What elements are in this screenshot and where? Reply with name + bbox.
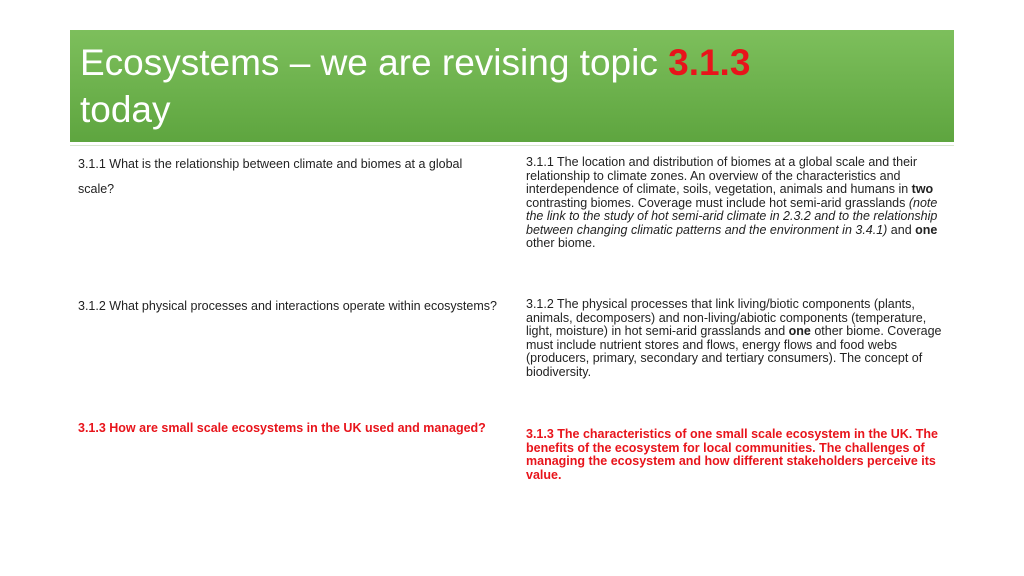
spec-text: 3.1.1 The location and distribution of biomes at a global scale and their relationship to climate zones. An overview of the characteristics and interdependence of climate, soils, vegetation, animals and humans in [526, 155, 917, 196]
title-end: today [80, 89, 171, 130]
table-row [70, 422, 954, 502]
question-cell: 3.1.1 What is the relationship between climate and biomes at a global scale? [78, 157, 463, 196]
spec-cell [526, 156, 946, 251]
spec-cell [526, 298, 946, 379]
title-main: Ecosystems – we are revising topic [80, 42, 669, 83]
page-title [80, 39, 944, 133]
spec-text: 3.1.2 The physical processes that link living/biotic components (plants, animals, decomposers) and non-living/abiotic components (temperature, light, moisture) in hot semi-arid grasslands and [526, 297, 927, 338]
spec-text: contrasting biomes. Coverage must include hot semi-arid grasslands [526, 195, 909, 210]
spec-text: other biome. [526, 236, 596, 250]
spec-cell-highlighted: 3.1.3 The characteristics of one small scale ecosystem in the UK. The benefits of the ecosystem for local communities. The challenges of managing the ecosystem and how different stakeholders perceive its value. [526, 427, 938, 482]
topic-table [70, 145, 954, 482]
question-cell: 3.1.2 What physical processes and interactions operate within ecosystems? [78, 299, 497, 313]
question-cell-highlighted: 3.1.3 How are small scale ecosystems in the UK used and managed? [78, 421, 486, 435]
spec-italic: (note the link to the study of hot semi-arid climate in 2.3.2 and to the relationship between changing climatic patterns and the environment in 3.4.1) [526, 195, 938, 237]
title-topic-highlight: 3.1.3 [668, 42, 751, 83]
spec-bold: one [915, 222, 938, 237]
spec-bold: one [788, 324, 811, 338]
title-banner [70, 30, 954, 142]
spec-text: and [887, 222, 916, 237]
table-row [70, 294, 954, 414]
spec-text: other biome. Coverage must include nutrient stores and flows, energy flows and food webs (producers, primary, secondary and tertiary consumers). The concept of biodiversity. [526, 324, 942, 379]
table-row [70, 152, 954, 282]
spec-bold: two [911, 182, 934, 196]
